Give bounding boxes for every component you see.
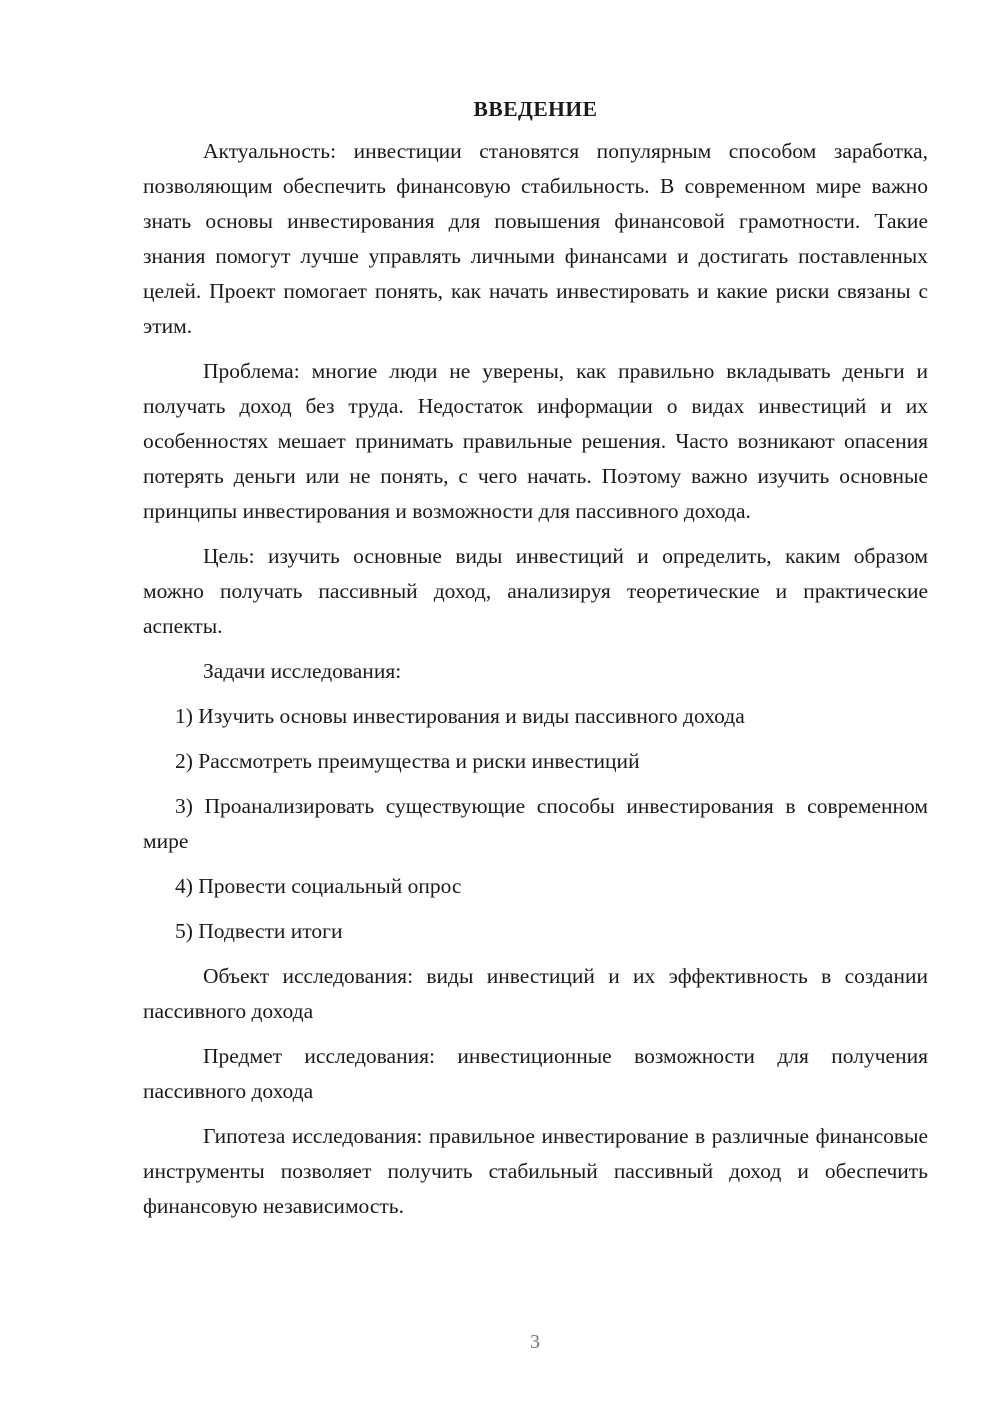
- task-item: 1) Изучить основы инвестирования и виды пассивного дохода: [175, 704, 745, 728]
- goal-paragraph: Цель: изучить основные виды инвестиций и определить, каким образом можно получать пассивный доход, анализируя теоретические и практические аспекты.: [143, 544, 928, 638]
- relevance-paragraph: Актуальность: инвестиции становятся популярным способом заработка, позволяющим обеспечить финансовую стабильность. В современном мире важно знать основы инвестирования для повышения финансовой грамотности. Такие знания помогут лучше управлять личными финансами и достигать поставленных целей. Проект помогает понять, как начать инвестировать и какие риски связаны с этим.: [143, 139, 928, 338]
- task-item: 3) Проанализировать существующие способы инвестирования в современном мире: [143, 794, 928, 853]
- task-item: 5) Подвести итоги: [175, 919, 343, 943]
- task-item: 4) Провести социальный опрос: [175, 874, 462, 898]
- object-paragraph: Объект исследования: виды инвестиций и их эффективность в создании пассивного дохода: [143, 964, 928, 1023]
- subject-paragraph: Предмет исследования: инвестиционные возможности для получения пассивного дохода: [143, 1044, 928, 1103]
- hypothesis-paragraph: Гипотеза исследования: правильное инвестирование в различные финансовые инструменты позволяет получить стабильный пассивный доход и обеспечить финансовую независимость.: [143, 1124, 928, 1218]
- task-item: 2) Рассмотреть преимущества и риски инвестиций: [175, 749, 640, 773]
- page-number: 3: [530, 1331, 540, 1353]
- tasks-heading: Задачи исследования:: [203, 659, 402, 683]
- section-heading: ВВЕДЕНИЕ: [473, 97, 598, 121]
- page-body: [143, 92, 928, 1234]
- problem-paragraph: Проблема: многие люди не уверены, как правильно вкладывать деньги и получать доход без труда. Недостаток информации о видах инвестиций и их особенностях мешает принимать правильные решения. Часто возникают опасения потерять деньги или не понять, с чего начать. Поэтому важно изучить основные принципы инвестирования и возможности для пассивного дохода.: [143, 359, 928, 523]
